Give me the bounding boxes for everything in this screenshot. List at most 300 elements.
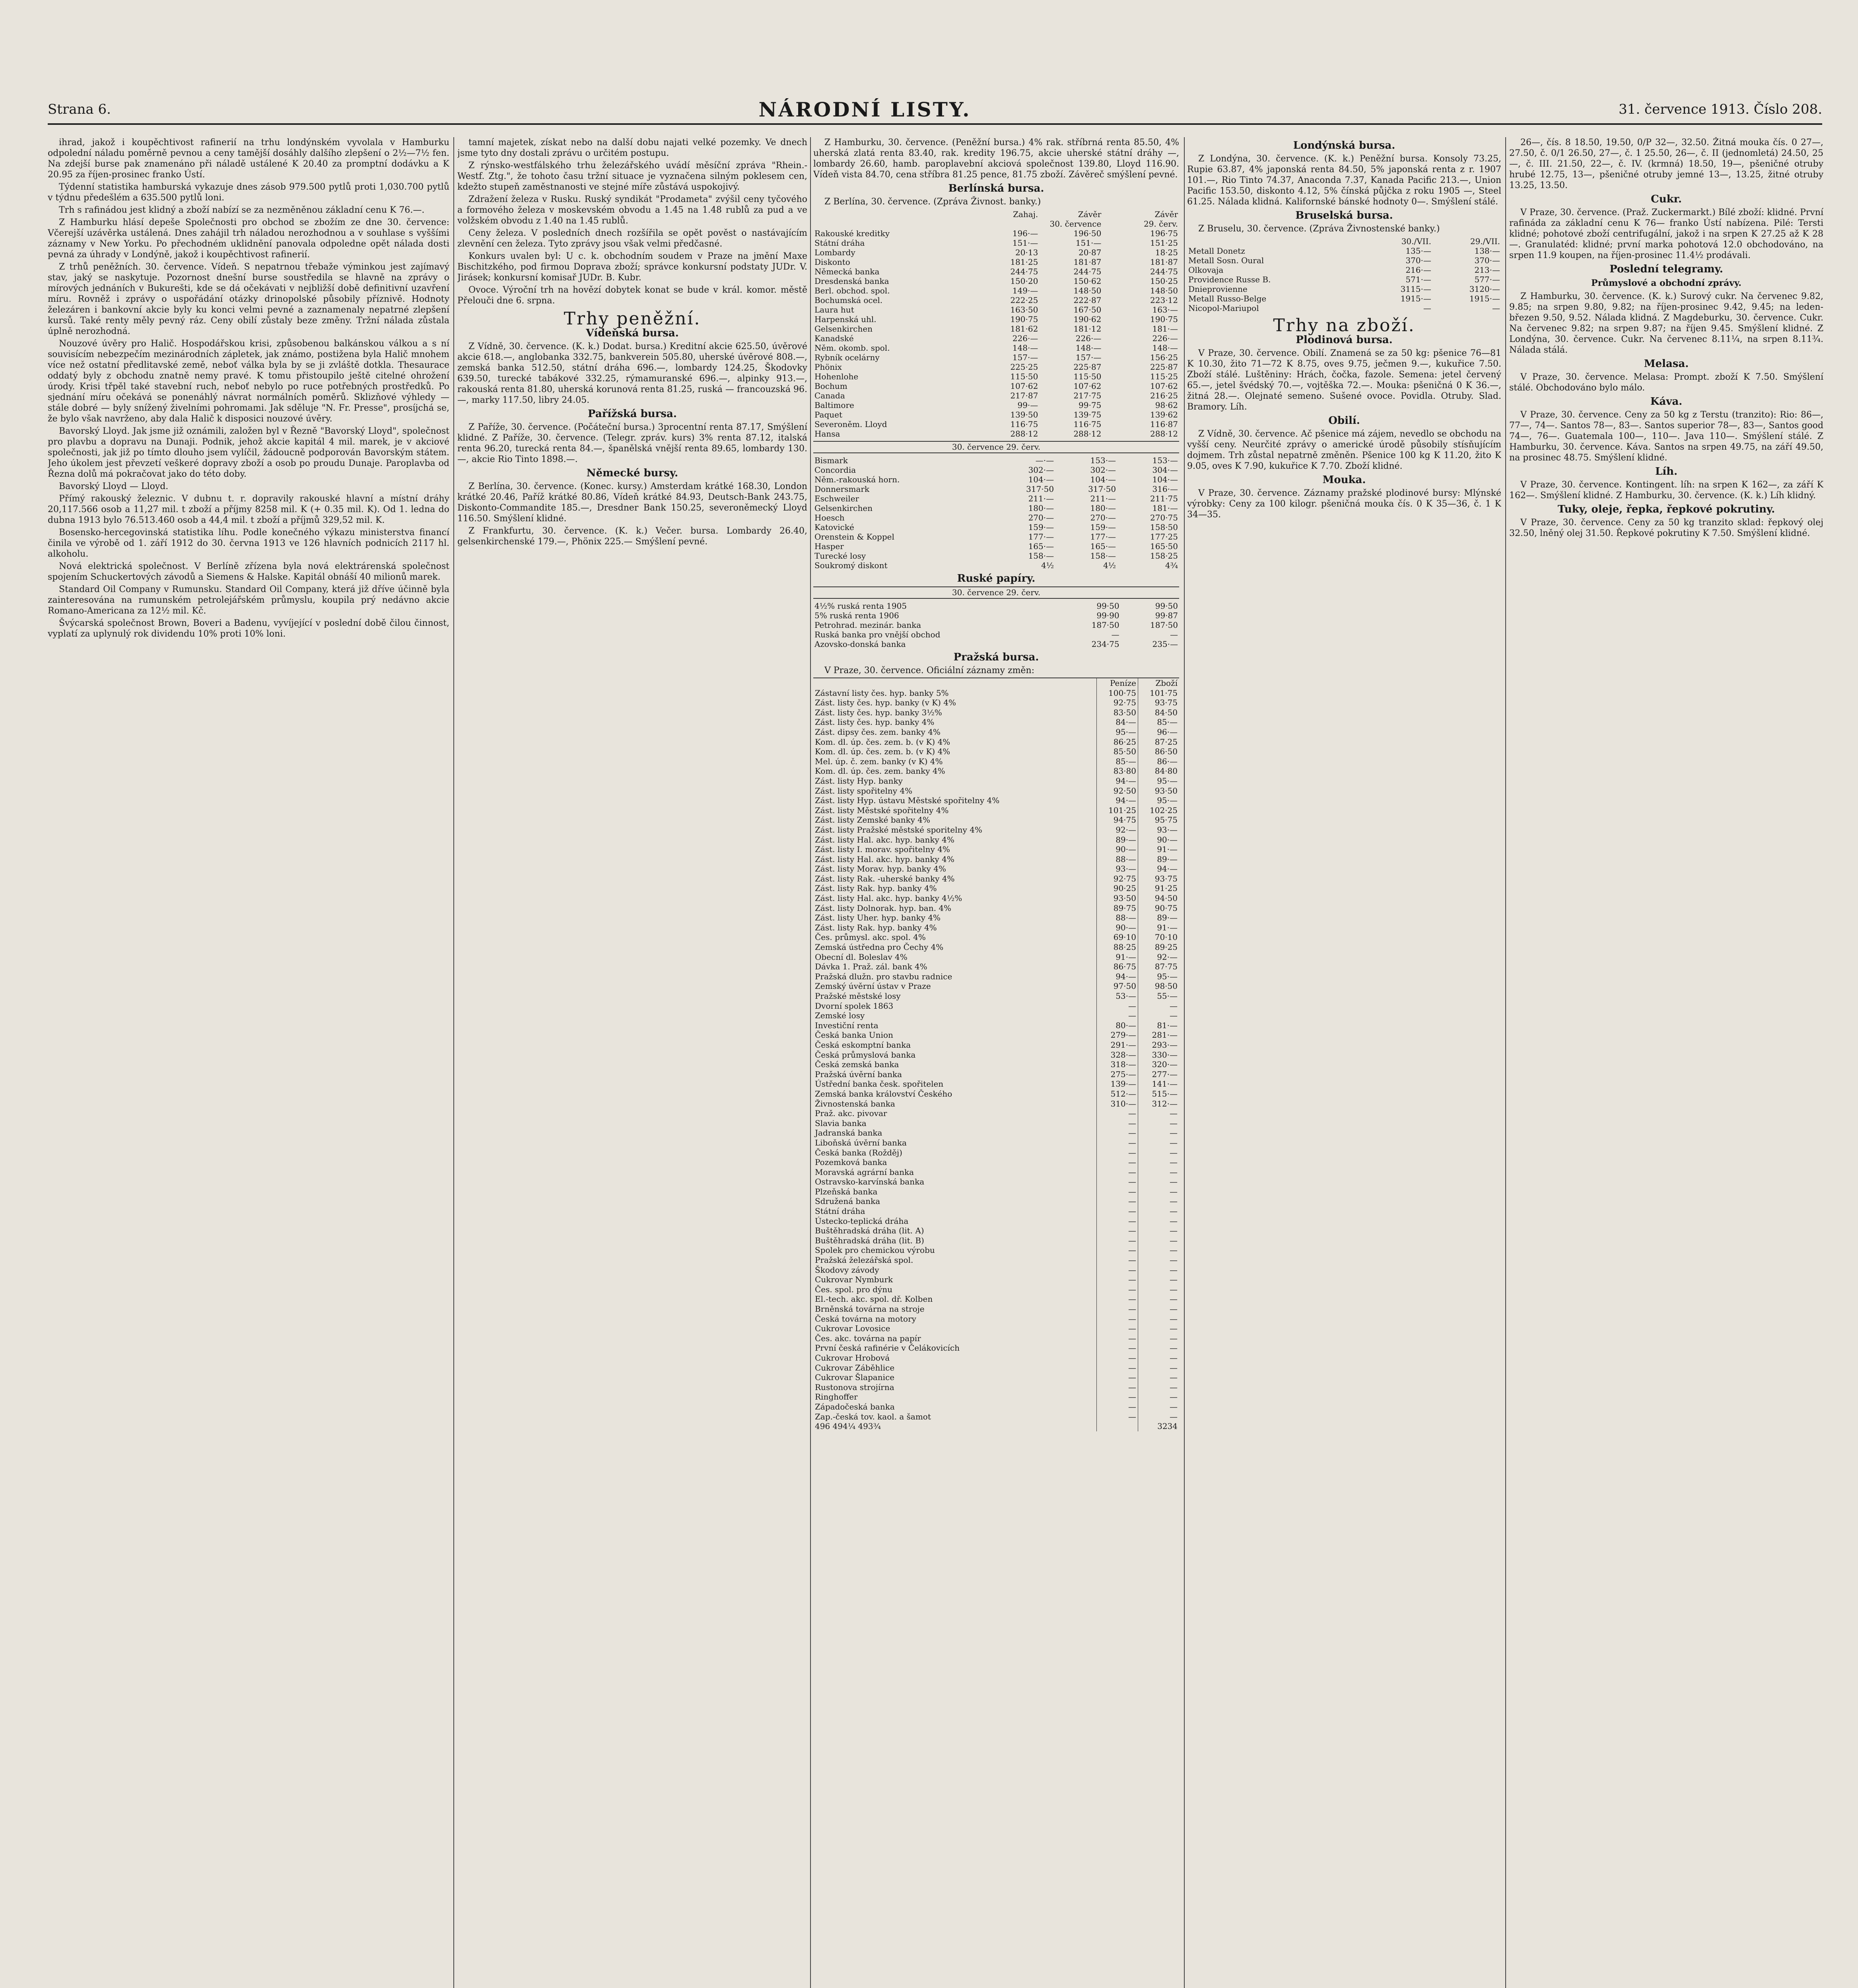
row-value: — <box>1138 1109 1180 1118</box>
row-value: 138·— <box>1474 246 1500 256</box>
flour-report: V Praze, 30. července. Záznamy pražské plodinové bursy: Mlýnské výrobky: Ceny za 100 kilogr. pšeničná mouka čís. 0 K 35—36, č. 1 K 34—35. <box>1187 488 1501 520</box>
row-label: Ruská banka pro vnější obchod <box>814 630 941 639</box>
row-value: 88·— <box>1097 854 1138 864</box>
row-value: 180·— <box>1090 503 1116 513</box>
row-value: — <box>1097 1011 1138 1021</box>
table-row <box>813 1167 1179 1177</box>
row-value: 84·80 <box>1138 766 1180 776</box>
row-value: 216·25 <box>1150 391 1178 400</box>
table-row <box>813 1402 1179 1412</box>
row-value: — <box>1138 1294 1180 1304</box>
row-value: 4¾ <box>1165 561 1178 570</box>
row-value: 87·75 <box>1138 962 1180 972</box>
row-label: Zást. listy Morav. hyp. banky 4% <box>815 864 946 874</box>
row-value: 316·— <box>1152 484 1178 494</box>
row-value: 148·— <box>1012 343 1038 353</box>
table-row <box>1187 303 1501 313</box>
table-row <box>813 952 1179 962</box>
table-header-row <box>813 210 1179 219</box>
row-label: Pražská železářská spol. <box>815 1255 913 1265</box>
row-value: 93·— <box>1138 825 1180 835</box>
row-value: 235·— <box>1152 639 1178 649</box>
article-paragraph: Zdražení železa v Rusku. Ruský syndikát "Prodameta" zvýšil ceny tyčového a formového železa v moskevském obvodu a 1.45 na 1.48 rublů za pud a ve volžském obvodu z 1.40 na 1.45 rublů. <box>457 194 807 226</box>
table-row <box>813 1157 1179 1167</box>
row-label: Německá banka <box>814 267 880 276</box>
row-value: — <box>1138 1118 1180 1128</box>
row-value: — <box>1138 1402 1180 1412</box>
row-label: Bochumská ocel. <box>814 295 883 305</box>
header-cell: 30. července <box>1049 219 1102 229</box>
row-value: — <box>1138 1304 1180 1314</box>
row-value: — <box>1097 1343 1138 1353</box>
row-label: Kom. dl. úp. čes. zem. b. (v K) 4% <box>815 737 950 747</box>
table-row <box>813 601 1179 611</box>
row-value: 86·75 <box>1097 962 1138 972</box>
row-value: 177·— <box>1028 532 1054 542</box>
article-paragraph: Nová elektrická společnost. V Berlíně zřízena byla nová elektrárenská společnost spojením Schuckertových závodů a Siemens & Halske. Kapitál obnáší 40 milionů marek. <box>48 561 449 582</box>
row-value: 181·— <box>1152 324 1178 334</box>
row-label: Hohenlohe <box>814 372 859 381</box>
row-value: 104·— <box>1090 475 1116 484</box>
row-value: 222·25 <box>1010 295 1038 305</box>
row-value: — <box>1138 1011 1180 1021</box>
newspaper-title: NÁRODNÍ LISTY. <box>758 97 971 121</box>
row-value: 86·25 <box>1097 737 1138 747</box>
table-row <box>813 1392 1179 1402</box>
table-row <box>813 1363 1179 1373</box>
row-value: — <box>1097 1265 1138 1275</box>
table-row <box>813 1050 1179 1060</box>
row-label: Zást. listy čes. hyp. banky (v K) 4% <box>815 698 956 708</box>
row-label: Berl. obchod. spol. <box>814 286 890 295</box>
row-value: — <box>1097 1392 1138 1402</box>
table-row <box>813 786 1179 796</box>
table-row <box>1187 294 1501 303</box>
row-value: 116·87 <box>1150 419 1178 429</box>
row-label: Buštěhradská dráha (lit. A) <box>815 1226 924 1236</box>
row-value: — <box>1138 1412 1180 1422</box>
table-row <box>813 1226 1179 1236</box>
row-value: 85·— <box>1138 717 1180 727</box>
article-paragraph: Přímý rakouský železnic. V dubnu t. r. dopravily rakouské hlavní a místní dráhy 20,117.566 osob a 11,27 mil. t zboží a příjmy 8258 mil. K (+ 0.35 mil. K). Od 1. ledna do dubna 1913 bylo 76.513.460 osob a 44,4 mil. t zboží a příjmů 329,52 mil. K. <box>48 494 449 525</box>
row-value: 84·— <box>1097 717 1138 727</box>
row-value: 99·— <box>1017 400 1038 410</box>
table-row <box>813 766 1179 776</box>
row-value: 150·20 <box>1010 276 1038 286</box>
row-label: Hoesch <box>814 513 845 522</box>
table-row <box>813 620 1179 630</box>
section-grain: Obilí. <box>1328 415 1360 427</box>
table-row <box>813 248 1179 257</box>
table-row <box>813 864 1179 874</box>
table-row <box>813 1118 1179 1128</box>
table-row <box>813 513 1179 522</box>
row-value: 304·— <box>1152 465 1178 475</box>
row-value: 89·— <box>1138 854 1180 864</box>
row-value: 177·— <box>1090 532 1116 542</box>
row-value: 370·— <box>1474 256 1500 265</box>
table-row <box>813 343 1179 353</box>
row-value: 95·— <box>1138 776 1180 786</box>
row-value: 116·75 <box>1010 419 1038 429</box>
column-5 <box>1509 137 1823 1988</box>
article-paragraph: Švýcarská společnost Brown, Boveri a Badenu, vyvíjející v poslední době čilou činnost, vyplatí za uplynulý rok dividendu 10% proti 10% loni. <box>48 618 449 639</box>
table-row <box>813 503 1179 513</box>
row-value: 88·— <box>1097 913 1138 923</box>
row-label: Zást. listy Rak. hyp. banky 4% <box>815 883 937 893</box>
row-value: — <box>1097 1285 1138 1295</box>
table-header-row <box>813 678 1179 688</box>
row-value: 181·87 <box>1073 257 1102 267</box>
table-row <box>813 806 1179 815</box>
row-label: Hansa <box>814 429 840 439</box>
table-row <box>1187 265 1501 275</box>
row-label: Soukromý diskont <box>814 561 888 570</box>
article-paragraph: Ceny železa. V posledních dnech rozšířila se opět pověst o nastávajícím zlevnění cen železa. Tyto zprávy jsou však velmi předčasné. <box>457 228 807 249</box>
row-label: Dávka 1. Praž. zál. bank 4% <box>815 962 927 972</box>
row-label: Čes. průmysl. akc. spol. 4% <box>815 932 926 942</box>
produce-report: V Praze, 30. července. Obilí. Znamená se za 50 kg: pšenice 76—81 K 10.30, žito 71—72 K 8.75, oves 9.75, ječmen 9.—, kukuřice 7.50. Zboží stálé. Luštěniny: Hrách, čočka, fazole. Semena: jetel červený 65.—, jetel švédský 70.—, vojtěška 72.—. Mouka: pšeničná 0 K 36.—, žitná 28.—. Olejnaté semeno. Sušené ovoce. Povidla. Otruby. Slad. Bramory. Líh. <box>1187 348 1501 412</box>
oils-report: V Praze, 30. července. Ceny za 50 kg tranzito sklad: řepkový olej 32.50, lněný olej 31.50. Řepkové pokrutiny K 7.50. Smýšlení klidné. <box>1509 518 1823 538</box>
row-value: 101·75 <box>1138 688 1180 698</box>
row-value: 317·50 <box>1088 484 1116 494</box>
row-label: Čes. spol. pro dýnu <box>815 1284 892 1294</box>
article-paragraph: Standard Oil Company v Rumunsku. Standard Oil Company, která již dříve účinně byla zainteresována na rumunském petrolejářském průmyslu, koupila prý nedávno akcie Romano-Americana za 12½ mil. Kč. <box>48 584 449 616</box>
row-value: 225·25 <box>1010 362 1038 372</box>
row-value: 95·— <box>1097 727 1138 737</box>
row-value: 99·50 <box>1096 601 1119 611</box>
row-label: Moravská agrární banka <box>815 1167 914 1177</box>
table-row <box>813 981 1179 991</box>
row-label: Phönix <box>814 362 842 372</box>
row-value: 101·25 <box>1097 806 1138 815</box>
row-value: — <box>1097 1128 1138 1138</box>
row-label: První česká rafinérie v Čelákovicích <box>815 1343 960 1353</box>
table-row <box>813 1030 1179 1040</box>
row-value: — <box>1097 1236 1138 1246</box>
row-label: Dnieprovienne <box>1188 284 1248 294</box>
row-label: Česká zemská banka <box>815 1060 899 1070</box>
row-value: — <box>1097 1255 1138 1265</box>
row-label: Bochum <box>814 381 847 391</box>
table-row <box>813 639 1179 649</box>
row-label: El.-tech. akc. spol. dř. Kolben <box>815 1294 933 1304</box>
row-value: — <box>1097 1118 1138 1128</box>
telegram-report: Z Hamburku, 30. července. (K. k.) Surový cukr. Na červenec 9.82, 9.85; na srpen 9.80, 9.82; na říjen-prosinec 9.42, 9.45; na leden-březen 9.50, 9.52. Nálada klidná. Z Magdeburku, 30. července. Cukr. Na červenec 9.82; na srpen 9.87; na říjen 9.45. Smýšlení klidné. Z Londýna, 30. července. Cukr. Na červenec 8.11¼, na srpen 8.11¾. Nálada stálá. <box>1509 291 1823 355</box>
table-row <box>813 923 1179 933</box>
row-value: 330·— <box>1138 1050 1180 1060</box>
row-value: 234·75 <box>1091 639 1119 649</box>
row-value: 151·— <box>1075 238 1102 248</box>
row-value: 288·12 <box>1150 429 1178 439</box>
row-label: Nicopol-Mariupol <box>1188 303 1259 313</box>
row-value: 244·75 <box>1073 267 1102 276</box>
section-coffee: Káva. <box>1650 396 1683 408</box>
row-value: 18·25 <box>1155 248 1178 257</box>
table-row <box>813 1148 1179 1158</box>
section-oils: Tuky, oleje, řepka, řepkové pokrutiny. <box>1557 503 1775 515</box>
row-value: — <box>1170 630 1178 639</box>
table-row <box>813 362 1179 372</box>
table-row <box>813 1275 1179 1285</box>
row-value: 91·— <box>1097 952 1138 962</box>
row-value: 159·— <box>1090 522 1116 532</box>
table-row <box>813 1412 1179 1422</box>
row-label: Škodovy závody <box>815 1265 879 1275</box>
row-value: — <box>1138 1001 1180 1011</box>
row-value: 93·50 <box>1138 786 1180 796</box>
row-value: — <box>1097 1334 1138 1343</box>
row-value: 94·— <box>1097 796 1138 806</box>
row-label: Zást. listy Zemské banky 4% <box>815 815 930 825</box>
table-row <box>813 815 1179 825</box>
section-paris-bourse: Pařížská bursa. <box>588 408 677 420</box>
row-value: 89·75 <box>1097 903 1138 913</box>
table-row <box>813 561 1179 570</box>
row-value: 4½ <box>1041 561 1054 570</box>
row-value: 99·87 <box>1155 611 1178 620</box>
row-value: 102·25 <box>1138 806 1180 815</box>
row-value: 320·— <box>1138 1060 1180 1070</box>
table-row <box>813 962 1179 972</box>
table-row <box>813 532 1179 542</box>
grain-report: Z Vídně, 30. července. Ač pšenice má zájem, nevedlo se obchodu na vyšší ceny. Neurčité zprávy o americké úrodě působily stísňujícím dojmem. Trh zůstal nepatrně změněn. Pšenice 100 kg K 11.20, žito K 9.05, oves K 7.90, kukuřice K 7.70. Zboží klidné. <box>1187 429 1501 471</box>
row-label: Mel. úp. č. zem. banky (v K) 4% <box>815 756 943 766</box>
row-value: 87·25 <box>1138 737 1180 747</box>
row-value: 1915·— <box>1400 294 1431 303</box>
spirit-report: V Praze, 30. července. Kontingent. líh: na srpen K 162—, za září K 162—. Smýšlení klidné. Z Hamburku, 30. července. (K. k.) Líh klidný. <box>1509 480 1823 501</box>
row-label: Dvorní spolek 1863 <box>815 1001 894 1011</box>
table-row <box>1187 246 1501 256</box>
row-value: 91·— <box>1138 923 1180 933</box>
row-value: 270·— <box>1028 513 1054 522</box>
table-row <box>813 903 1179 913</box>
row-value: 165·— <box>1028 542 1054 551</box>
column-4 <box>1187 137 1501 1988</box>
row-label: Cukrovar Šlapanice <box>815 1373 895 1382</box>
row-value: 225·87 <box>1073 362 1102 372</box>
row-value: 115·50 <box>1073 372 1102 381</box>
row-value: — <box>1138 1157 1180 1167</box>
row-value: 571·— <box>1405 275 1431 284</box>
row-label: Lombardy <box>814 248 855 257</box>
prague-table <box>813 678 1179 1431</box>
column-rule <box>1184 137 1185 1988</box>
row-value: 244·75 <box>1010 267 1038 276</box>
row-label: Rustonova strojírna <box>815 1382 894 1392</box>
brussels-head: Z Bruselu, 30. července. (Zpráva Živnostenské banky.) <box>1198 224 1440 234</box>
row-label: Ústřední banka česk. spořitelen <box>815 1079 944 1089</box>
article-paragraph: Týdenní statistika hamburská vykazuje dnes zásob 979.500 pytlů proti 1,030.700 pytlů v týdnu předešlém a 635.500 pytlů loni. <box>48 182 449 203</box>
section-london-bourse: Londýnská bursa. <box>1293 140 1395 151</box>
row-value: 115·50 <box>1010 372 1038 381</box>
row-label: Česká banka Union <box>815 1030 893 1040</box>
table-row <box>813 737 1179 747</box>
row-value: 83·80 <box>1097 766 1138 776</box>
row-value: — <box>1138 1392 1180 1402</box>
row-label: Ústecko-teplická dráha <box>815 1216 909 1226</box>
row-value: — <box>1097 1363 1138 1373</box>
table-row <box>813 854 1179 864</box>
table-row <box>813 238 1179 248</box>
table-row <box>813 972 1179 982</box>
row-value: 95·— <box>1138 972 1180 982</box>
row-value: 148·50 <box>1073 286 1102 295</box>
row-value: 226·— <box>1012 334 1038 343</box>
row-value: 92·— <box>1138 952 1180 962</box>
table-row <box>813 1021 1179 1031</box>
table-row <box>813 776 1179 786</box>
row-value: — <box>1097 1001 1138 1011</box>
berlin-table <box>813 210 1179 439</box>
row-value: 93·50 <box>1097 893 1138 903</box>
section-german-bourses: Německé bursy. <box>586 467 678 479</box>
section-russian-papers: Ruské papíry. <box>957 573 1036 584</box>
row-value: 293·— <box>1138 1040 1180 1050</box>
table-row <box>813 1079 1179 1089</box>
table-row <box>813 1196 1179 1206</box>
row-value: 163·— <box>1152 305 1178 315</box>
row-label: Olkovaja <box>1188 265 1224 275</box>
footer-cell: 3234 <box>1138 1421 1180 1431</box>
row-label: Státní dráha <box>815 1206 865 1216</box>
row-value: 94·— <box>1138 864 1180 874</box>
flour-prices: 26—, čís. 8 18.50, 19.50, 0/P 32—, 32.50. Žitná mouka čís. 0 27—, 27.50, č. 0/1 26.50, 27—, č. 1 25.50, 26—, č. II (jednomletá) 24.50, 25—, č. III. 21.50, 22—, č. IV. (krmná) 18.50, 19—, pšeničné otruby hrubé 12.75, 13—, pšeničné otruby jemné 13—, 13.25, žitné otruby 13.25, 13.50. <box>1509 138 1823 190</box>
row-value: — <box>1097 1324 1138 1334</box>
row-label: Liboňská úvěrní banka <box>815 1138 907 1147</box>
row-value: — <box>1097 1206 1138 1216</box>
row-value: 94·— <box>1097 776 1138 786</box>
table-row <box>813 267 1179 276</box>
row-value: 180·— <box>1028 503 1054 513</box>
row-value: 222·87 <box>1073 295 1102 305</box>
row-value: 3120·— <box>1469 284 1500 294</box>
row-value: 187·50 <box>1091 620 1119 630</box>
row-value: 190·75 <box>1010 315 1038 324</box>
row-label: Česká průmyslová banka <box>815 1050 916 1060</box>
section-brussels-bourse: Bruselská bursa. <box>1295 210 1393 221</box>
section-telegrams: Poslední telegramy. <box>1609 263 1723 275</box>
row-value: 100·75 <box>1097 688 1138 698</box>
row-label: Jadranská banka <box>815 1128 882 1138</box>
row-value: 20·13 <box>1015 248 1038 257</box>
row-label: Zást. listy Rak. hyp. banky 4% <box>815 922 937 932</box>
table-row <box>813 522 1179 532</box>
table-row <box>813 1001 1179 1011</box>
table-row <box>813 1373 1179 1382</box>
section-produce-bourse: Plodinová bursa. <box>1296 334 1393 346</box>
row-value: 95·— <box>1138 796 1180 806</box>
row-value: — <box>1097 1138 1138 1148</box>
row-value: 55·— <box>1138 991 1180 1001</box>
row-value: 93·75 <box>1138 874 1180 884</box>
row-label: 5% ruská renta 1906 <box>814 611 899 620</box>
column-rule <box>453 137 454 1988</box>
row-value: 153·— <box>1090 456 1116 465</box>
row-label: Kom. dl. úp. čes. zem. banky 4% <box>815 766 945 776</box>
berlin-subhead: 30. července 29. červ. <box>813 441 1179 453</box>
table-row <box>813 391 1179 400</box>
row-label: Ostravsko-karvínská banka <box>815 1177 925 1187</box>
row-value: 318·— <box>1097 1060 1138 1070</box>
row-value: 91·25 <box>1138 883 1180 893</box>
row-label: Katovické <box>814 522 854 532</box>
table-row <box>813 991 1179 1001</box>
row-value: 97·50 <box>1097 981 1138 991</box>
article-paragraph: Bosensko-hercegovinská statistika líhu. Podle konečného výkazu ministerstva financí činila ve výrobě od 1. září 1912 do 30. června 1913 ve 126 hlavních podnicích 2117 hl. alkoholu. <box>48 528 449 559</box>
row-value: 107·62 <box>1010 381 1038 391</box>
row-value: 577·— <box>1474 275 1500 284</box>
table-row <box>813 611 1179 620</box>
section-goods-markets: Trhy na zboží. <box>1273 315 1415 336</box>
row-label: Buštěhradská dráha (lit. B) <box>815 1235 924 1245</box>
row-value: 226·— <box>1152 334 1178 343</box>
table-row <box>1187 256 1501 265</box>
row-label: Plzeňská banka <box>815 1186 878 1196</box>
row-value: 223·12 <box>1150 295 1178 305</box>
row-label: Zemská ústředna pro Čechy 4% <box>815 942 944 952</box>
row-value: — <box>1138 1334 1180 1343</box>
row-label: Česká eskomptní banka <box>815 1040 911 1050</box>
row-label: Rakouské kreditky <box>814 229 890 238</box>
header-cell: Zahaj. <box>1013 210 1038 219</box>
table-row <box>813 1245 1179 1255</box>
table-row <box>813 893 1179 903</box>
table-row <box>813 276 1179 286</box>
row-value: — <box>1138 1373 1180 1382</box>
row-value: 217·87 <box>1010 391 1038 400</box>
table-row <box>813 1285 1179 1295</box>
russian-subhead: 30. července 29. červ. <box>813 586 1179 599</box>
table-row <box>813 1070 1179 1079</box>
page-header <box>48 95 1822 125</box>
article-paragraph: Trh s rafinádou jest klidný a zboží nabízí se za nezměněnou základní cenu K 76.—. <box>59 205 425 215</box>
table-row <box>813 932 1179 942</box>
table-row <box>1187 284 1501 294</box>
row-label: Concordia <box>814 465 856 475</box>
row-value: 98·62 <box>1155 400 1178 410</box>
header-cell: 30./VII. <box>1401 237 1431 246</box>
row-value: — <box>1097 1353 1138 1363</box>
header-cell: 29. červ. <box>1143 219 1178 229</box>
row-value: 81·— <box>1138 1021 1180 1031</box>
table-row <box>813 1011 1179 1021</box>
row-value: 139·75 <box>1073 410 1102 419</box>
row-label: Zást. listy čes. hyp. banky 3½% <box>815 707 942 717</box>
row-value: 226·— <box>1075 334 1102 343</box>
row-value: 156·25 <box>1150 353 1178 362</box>
table-row <box>813 334 1179 343</box>
row-value: 288·12 <box>1073 429 1102 439</box>
coffee-report: V Praze, 30. července. Ceny za 50 kg z Terstu (tranzito): Rio: 86—, 77—, 74—. Santos 78—, 83—. Santos superior 78—, 83—, Santos good 74—, 76—. Guatemala 100—, 110—. Java 110—. Smýšlení stálé. Z Hamburku, 30. července. Káva. Santos na srpen 49.75, na září 49.50, na prosinec 48.75. Smýšlení klidné. <box>1509 410 1823 463</box>
row-label: Zást. listy Hal. akc. hyp. banky 4½% <box>815 893 962 903</box>
row-value: 165·50 <box>1150 542 1178 551</box>
row-value: 151·— <box>1012 238 1038 248</box>
row-value: 99·75 <box>1079 400 1102 410</box>
row-value: 92·75 <box>1097 698 1138 708</box>
brussels-table <box>1187 237 1501 313</box>
column-3 <box>813 137 1179 1988</box>
row-value: —·— <box>1035 456 1054 465</box>
row-value: — <box>1138 1265 1180 1275</box>
row-value: 163·50 <box>1010 305 1038 315</box>
russian-table <box>813 601 1179 649</box>
row-value: — <box>1097 1382 1138 1392</box>
row-value: 151·25 <box>1150 238 1178 248</box>
row-value: 116·75 <box>1073 419 1102 429</box>
row-label: Eschweiler <box>814 494 859 503</box>
row-value: 317·50 <box>1026 484 1054 494</box>
